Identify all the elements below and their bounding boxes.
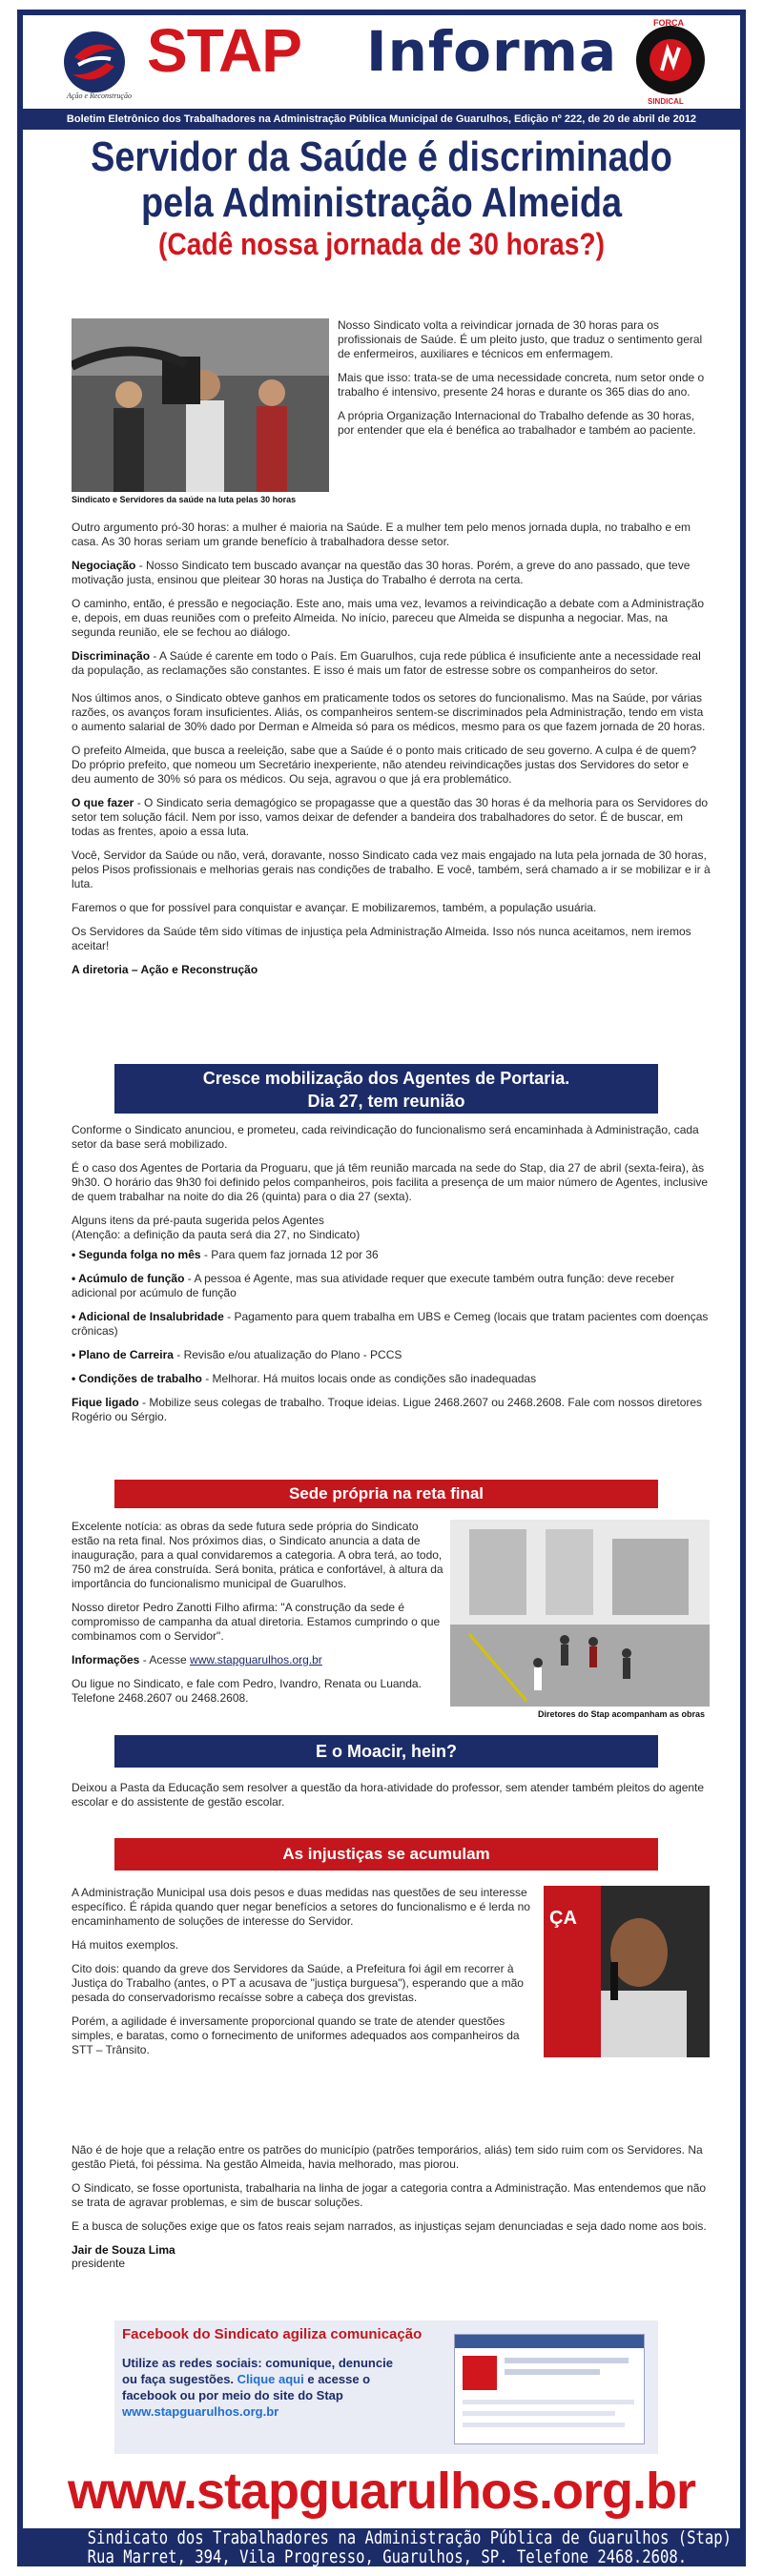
paragraph-text: - Mobilize seus colegas de trabalho. Troque ideias. Ligue 2468.2607 ou 2468.2608. Fale com nossos diretores Rogério ou Sérgio. bbox=[72, 1396, 703, 1423]
sede-paragraph: Nosso diretor Pedro Zanotti Filho afirma: "A construção da sede é compromisso de campanha da atual diretoria. Estamos cumprindo o que combinamos com o Servidor". bbox=[72, 1601, 441, 1643]
lead-paragraph: Você, Servidor da Saúde ou não, verá, doravante, nosso Sindicato cada vez mais engajado na luta pela jornada de 30 horas, pelos Pisos profissionais e melhorias gerais nas condições de trabalho. E você, também, será chamado a ir se mobilizar e ir à luta. bbox=[72, 848, 711, 890]
lead-paragraph bbox=[72, 649, 711, 678]
section-label: Fique ligado bbox=[72, 1396, 139, 1409]
lead-paragraph: Nos últimos anos, o Sindicato obteve ganhos em praticamente todos os setores do funcionalismo. Mas na Saúde, por várias razões, os avanços foram insuficientes. Aliás, os companheiros sentem-se discriminados pela Administração, tendo em vista o aumento salarial de 30% dado por Derman e Almeida só para os médicos, mesmo para os que fazem jornada de 20 horas. bbox=[72, 691, 706, 733]
pauta-item-label: • Condições de trabalho bbox=[72, 1372, 202, 1385]
moacir-paragraph: Deixou a Pasta da Educação sem resolver a questão da hora-atividade do professor, sem atender também pleitos do agente escolar e do assistente de gestão escolar. bbox=[72, 1781, 705, 1809]
pauta-item-text: - Para quem faz jornada 12 por 36 bbox=[200, 1248, 379, 1261]
facebook-preview-line bbox=[505, 2358, 629, 2363]
injusticas-paragraph: O Sindicato, se fosse oportunista, trabalharia na linha de jogar a categoria contra a Administração. Mas entendemos que não se trata de agravar problemas, e sim de buscar soluções. bbox=[72, 2181, 707, 2209]
injusticas-paragraph: Cito dois: quando da greve dos Servidores da Saúde, a Prefeitura foi ágil em recorrer à Justiça do Trabalho (antes, o PT a acusava de "justiça burguesa"), esperando que a mão pesada do conservadorismo recaísse sobre a cabeça dos grevistas. bbox=[72, 1962, 524, 2004]
paragraph-text: - Acesse bbox=[139, 1653, 191, 1666]
pauta-item bbox=[72, 1348, 711, 1362]
portaria-title-line-1: Cresce mobilização dos Agentes de Portaria. bbox=[202, 1069, 570, 1088]
lead-body bbox=[72, 521, 711, 987]
moacir-body bbox=[72, 1781, 711, 1819]
author-role: presidente bbox=[72, 2257, 126, 2270]
facebook-line-2: e acesse o facebook ou por meio do site do Stap bbox=[122, 2372, 371, 2402]
facebook-site-link[interactable]: www.stapguarulhos.org.br bbox=[122, 2404, 279, 2419]
section-label: Negociação bbox=[72, 559, 136, 572]
logo-tagline: Ação e Reconstrução bbox=[67, 92, 132, 100]
lead-headline bbox=[73, 134, 691, 226]
pauta-item-text: - Revisão e/ou atualização do Plano - PCCS bbox=[173, 1348, 402, 1361]
signature-text: A diretoria – Ação e Reconstrução bbox=[72, 963, 258, 976]
injusticas-author bbox=[72, 2243, 711, 2270]
footer-line-2: Rua Marret, 394, Vila Progresso, Guarulhos, SP. Telefone 2468.2608. bbox=[87, 2546, 688, 2567]
badge-bottom-text: SINDICAL bbox=[648, 97, 684, 106]
injusticas-body bbox=[72, 1886, 537, 2067]
portaria-closing bbox=[72, 1396, 711, 1424]
facebook-line-1: Utilize as redes sociais: comunique, denuncie ou faça sugestões. bbox=[122, 2356, 393, 2386]
lead-subheadline: (Cadê nossa jornada de 30 horas?) bbox=[158, 227, 605, 261]
paragraph-text: - A Saúde é carente em todo o País. Em Guarulhos, cuja rede pública é insuficiente ante a necessidade real da população, as reclamações são constantes. E isso é mais um fator de estresse sobre os companheiros do setor. bbox=[72, 649, 701, 677]
facebook-page-preview[interactable] bbox=[454, 2334, 645, 2444]
portaria-body bbox=[72, 1123, 711, 1434]
facebook-box bbox=[114, 2320, 658, 2454]
footer-site-url[interactable]: www.stapguarulhos.org.br bbox=[67, 2463, 696, 2520]
footer-line-1: Sindicato dos Trabalhadores na Administração Pública de Guarulhos (Stap) bbox=[87, 2527, 732, 2548]
forca-sindical-badge-icon bbox=[633, 23, 708, 97]
lead-photo bbox=[72, 318, 329, 492]
facebook-preview-line bbox=[463, 2400, 634, 2404]
pauta-item bbox=[72, 1372, 711, 1386]
sede-title-bar: Sede própria na reta final bbox=[114, 1480, 658, 1508]
injusticas-paragraph: Porém, a agilidade é inversamente proporcional quando se trate de atender questões simples, e baratas, como o fornecimento de uniformes adequados aos companheiros da STT – Trânsito. bbox=[72, 2014, 520, 2056]
pauta-item-label: • Plano de Carreira bbox=[72, 1348, 174, 1361]
pauta-item bbox=[72, 1272, 711, 1300]
publication-title: Informa bbox=[366, 19, 618, 84]
portaria-title-bar bbox=[114, 1064, 658, 1114]
lead-signature bbox=[72, 963, 711, 977]
pauta-item-text: - Melhorar. Há muitos locais onde as condições são inadequadas bbox=[201, 1372, 537, 1385]
lead-paragraph: Os Servidores da Saúde têm sido vítimas de injustiça pela Administração Almeida. Isso nós nunca aceitamos, nem iremos aceitar! bbox=[72, 925, 691, 952]
lead-paragraph: Outro argumento pró-30 horas: a mulher é maioria na Saúde. E a mulher tem pelo menos jornada dupla, no trabalho e em casa. As 30 horas seriam um grande benefício à trabalhadora desse setor. bbox=[72, 521, 691, 548]
lead-paragraph: Mais que isso: trata-se de uma necessidade concreta, num setor onde o trabalho é intensivo, presente 24 horas e durante os 365 dias do ano. bbox=[338, 371, 705, 399]
facebook-preview-line bbox=[505, 2369, 600, 2375]
pauta-item bbox=[72, 1248, 711, 1262]
injusticas-paragraph: Não é de hoje que a relação entre os patrões do município (patrões temporários, aliás) tem sido ruim com os Servidores. Na gestão Pietá, foi péssima. Na gestão Almeida, havia melhorado, mas piorou. bbox=[72, 2143, 703, 2171]
lead-paragraph: O caminho, então, é pressão e negociação. Este ano, mais uma vez, levamos a reivindicação a debate com a Administração e, depois, em duas reuniões com o prefeito Almeida. No início, pareceu que Almeida se dispunha a negociar. Mas, na segunda reunião, ele se fechou ao diálogo. bbox=[72, 597, 705, 639]
injusticas-title-bar: As injustiças se acumulam bbox=[114, 1838, 658, 1871]
pauta-intro: Alguns itens da pré-pauta sugerida pelos Agentes bbox=[72, 1214, 324, 1227]
sede-body bbox=[72, 1520, 443, 1715]
sede-paragraph: Ou ligue no Sindicato, e fale com Pedro, Ivandro, Renata ou Luanda. Telefone 2468.2607 ou 2468.2608. bbox=[72, 1677, 422, 1705]
pauta-item-label: • Segunda folga no mês bbox=[72, 1248, 201, 1261]
injusticas-body-wide bbox=[72, 2143, 711, 2280]
lead-paragraph: Nosso Sindicato volta a reivindicar jornada de 30 horas para os profissionais de Saúde. É um pleito justo, que traduz o sentimento geral de enfermeiros, auxiliares e técnicos em enfermagem. bbox=[338, 318, 703, 360]
injusticas-paragraph: A Administração Municipal usa dois pesos e duas medidas nas questões de seu interesse específico. É rápida quando quer negar benefícios a setores do funcionalismo e é lerda no encaminhamento de soluções de interesse do Servidor. bbox=[72, 1886, 530, 1928]
sede-photo bbox=[450, 1520, 710, 1707]
edition-bar: Boletim Eletrônico dos Trabalhadores na Administração Pública Municipal de Guarulhos, Edição nº 222, de 20 de abril de 2012 bbox=[23, 109, 740, 130]
section-label: Discriminação bbox=[72, 649, 151, 663]
moacir-title-bar: E o Moacir, hein? bbox=[114, 1735, 658, 1768]
facebook-preview-line bbox=[463, 2411, 615, 2416]
section-label: Informações bbox=[72, 1653, 140, 1666]
lead-intro-column bbox=[338, 318, 710, 447]
portaria-paragraph: É o caso dos Agentes de Portaria da Proguaru, que já têm reunião marcada na sede do Stap, dia 27 de abril (sexta-feira), às 9h30. O horário das 9h30 foi definido pelos companheiros, pois facilita a presença de um maior número de Agentes, inclusive de quem trabalhar na noite do dia 26 (quinta) para o dia 27 (sexta). bbox=[72, 1161, 709, 1203]
masthead bbox=[23, 15, 740, 109]
brand-name: STAP bbox=[147, 16, 301, 85]
sede-photo-caption: Diretores do Stap acompanham as obras bbox=[538, 1709, 706, 1719]
pauta-item-label: • Acúmulo de função bbox=[72, 1272, 185, 1285]
sede-info bbox=[72, 1653, 443, 1667]
portaria-title-line-2: Dia 27, tem reunião bbox=[307, 1092, 465, 1111]
lead-photo-caption: Sindicato e Servidores da saúde na luta pelas 30 horas bbox=[72, 495, 297, 504]
sede-paragraph: Excelente notícia: as obras da sede futura sede própria do Sindicato estão na reta final. Nos próximos dias, o Sindicato anuncia a data de inauguração, para a qual convidaremos a categoria. A obra terá, ao todo, 750 m2 de área construída. Será bonita, prática e confortável, à altura da importância do funcionalismo municipal de Guarulhos. bbox=[72, 1520, 443, 1590]
facebook-preview-avatar bbox=[463, 2356, 497, 2390]
facebook-text bbox=[122, 2355, 408, 2420]
pauta-item-label: • Adicional de Insalubridade bbox=[72, 1310, 224, 1323]
facebook-preview-line bbox=[463, 2423, 625, 2427]
portaria-paragraph bbox=[72, 1214, 711, 1242]
pauta-item-text: - Pagamento para quem trabalha em UBS e Cemeg (locais que tratam pacientes com doenças crônicas) bbox=[72, 1310, 709, 1338]
stap-logo-icon bbox=[61, 29, 128, 95]
paragraph-text: - O Sindicato seria demagógico se propagasse que a questão das 30 horas é da melhoria para os Servidores do setor tem solução fácil. Nem por isso, vamos deixar de defender a bandeira dos trabalhadores do setor. É de buscar, em todas as frentes, apoio a essa luta. bbox=[72, 796, 709, 838]
pauta-note: (Atenção: a definição da pauta será dia 27, no Sindicato) bbox=[72, 1228, 361, 1241]
badge-top-text: FORÇA bbox=[653, 18, 684, 28]
headline-line-1: Servidor da Saúde é discriminado bbox=[91, 133, 672, 180]
sede-site-link[interactable]: www.stapguarulhos.org.br bbox=[190, 1653, 322, 1666]
author-name: Jair de Souza Lima bbox=[72, 2243, 175, 2257]
president-photo bbox=[544, 1886, 710, 2057]
pauta-item bbox=[72, 1310, 711, 1339]
facebook-title: Facebook do Sindicato agiliza comunicação bbox=[122, 2326, 423, 2342]
headline-line-2: pela Administração Almeida bbox=[141, 179, 622, 226]
svg-text:ÇA: ÇA bbox=[549, 1908, 577, 1929]
facebook-preview-header bbox=[455, 2335, 644, 2348]
lead-paragraph bbox=[72, 796, 711, 839]
lead-paragraph: A própria Organização Internacional do Trabalho defende as 30 horas, por entender que ela é benéfica ao trabalhador e também ao paciente. bbox=[338, 409, 696, 437]
lead-paragraph: O prefeito Almeida, que busca a reeleição, sabe que a Saúde é o ponto mais criticado de seu governo. A culpa é de quem? Do próprio prefeito, que nomeou um Secretário inexperiente, não atendeu reivindicações justas dos Servidores do setor e deu aumento de 30% só para os médicos. Ou seja, agravou o que já era problemático. bbox=[72, 744, 697, 786]
newsletter-frame bbox=[17, 10, 746, 2566]
portaria-paragraph: Conforme o Sindicato anunciou, e prometeu, cada reivindicação do funcionalismo será encaminhada à Administração, cada setor da base será mobilizado. bbox=[72, 1123, 699, 1151]
paragraph-text: - Nosso Sindicato tem buscado avançar na questão das 30 horas. Porém, a greve do ano passado, que teve motivação justa, ensinou que pleitear 30 horas na Justiça do Trabalho é derrota na certa. bbox=[72, 559, 691, 586]
pauta-item-text: - A pessoa é Agente, mas sua atividade requer que execute também outra função: deve receber adicional por acúmulo de função bbox=[72, 1272, 675, 1299]
lead-paragraph bbox=[72, 559, 711, 587]
injusticas-paragraph: Há muitos exemplos. bbox=[72, 1938, 179, 1952]
facebook-click-here-link[interactable]: Clique aqui bbox=[237, 2372, 304, 2386]
section-label: O que fazer bbox=[72, 796, 134, 809]
injusticas-paragraph: E a busca de soluções exige que os fatos reais sejam narrados, as injustiças sejam denunciadas e seja dado nome aos bois. bbox=[72, 2219, 707, 2233]
lead-paragraph: Faremos o que for possível para conquistar e avançar. E mobilizaremos, também, a população usuária. bbox=[72, 901, 597, 914]
footer-address bbox=[23, 2528, 740, 2566]
